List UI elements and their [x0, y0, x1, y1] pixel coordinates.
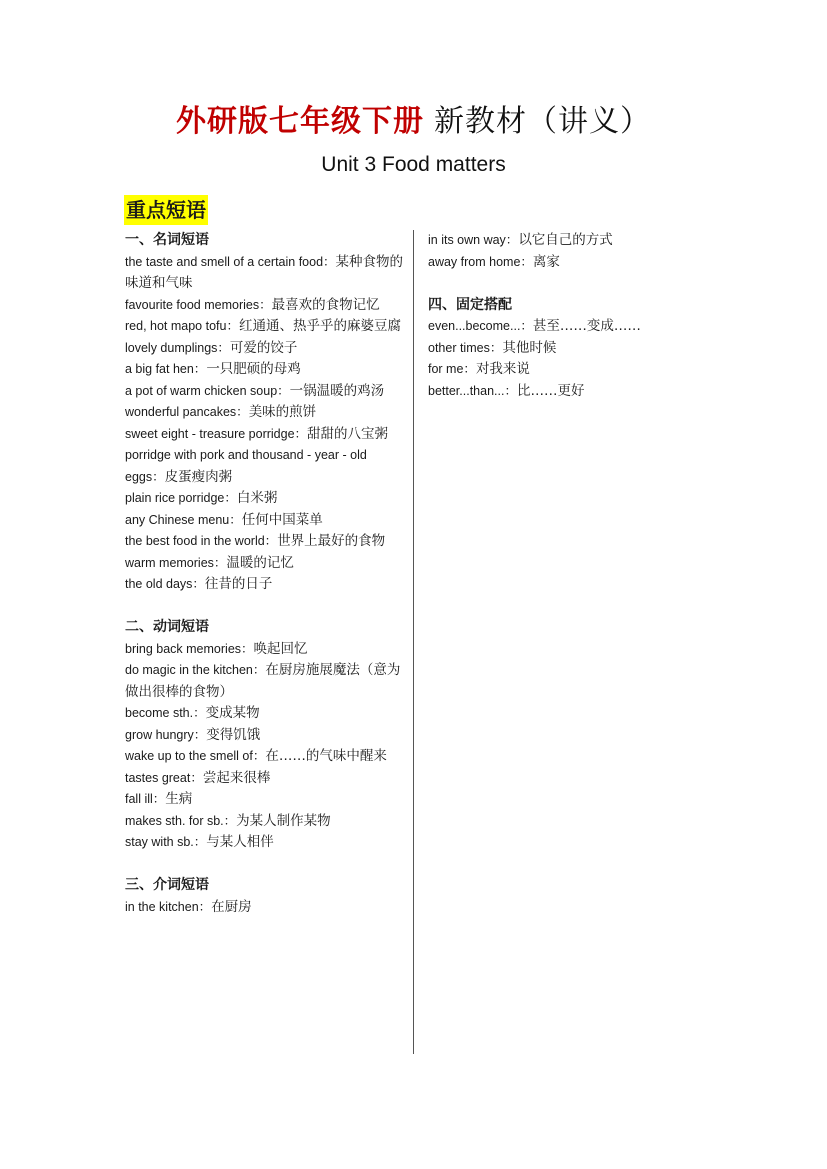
phrase-chinese: 白米粥: [236, 490, 278, 506]
phrase-english: do magic in the kitchen：: [125, 663, 266, 677]
phrase-chinese: 以它自己的方式: [518, 232, 613, 248]
phrase-chinese: 最喜欢的食物记忆: [271, 296, 380, 313]
phrase-chinese: 一锅温暖的鸡汤: [289, 382, 385, 399]
phrase-english: lovely dumplings：: [125, 340, 230, 355]
phrase-english: makes sth. for sb.：: [125, 813, 237, 828]
phrase-chinese: 对我来说: [475, 361, 530, 377]
phrase-item: [428, 338, 708, 360]
section-badge: 重点短语: [124, 195, 208, 225]
phrase-chinese: 离家: [532, 253, 560, 270]
phrase-english: red, hot mapo tofu：: [125, 319, 239, 333]
phrase-chinese: 某种食物的味道和气味: [125, 253, 404, 291]
phrase-chinese: 为某人制作某物: [236, 812, 331, 829]
phrase-english: in the kitchen：: [125, 899, 212, 914]
section-gap: [125, 596, 405, 618]
phrase-english: wake up to the smell of：: [125, 749, 266, 763]
phrase-english: other times：: [428, 340, 503, 355]
section-heading: 三、介词短语: [125, 877, 209, 893]
phrase-item: [125, 359, 405, 381]
phrase-chinese: 变成某物: [205, 705, 260, 721]
phrase-chinese: 其他时候: [502, 339, 557, 356]
phrase-item: [428, 230, 708, 252]
right-column: [428, 230, 708, 402]
phrase-item: [125, 768, 405, 790]
phrase-chinese: 温暖的记忆: [226, 554, 294, 571]
phrase-item: [125, 811, 405, 833]
phrase-english: the old days：: [125, 577, 205, 591]
phrase-item: [125, 338, 405, 360]
left-column: [125, 230, 405, 918]
phrase-chinese: 任何中国菜单: [241, 511, 323, 528]
phrase-item: [125, 316, 405, 338]
column-divider: [413, 230, 414, 1054]
phrase-english: sweet eight - treasure porridge：: [125, 426, 308, 441]
phrase-item: [125, 639, 405, 661]
phrase-item: [125, 725, 405, 747]
phrase-english: for me：: [428, 362, 476, 376]
phrase-chinese: 美味的煎饼: [248, 404, 317, 420]
page-title: [0, 100, 827, 144]
phrase-item: [125, 488, 405, 510]
phrase-chinese: 变得饥饿: [206, 726, 261, 743]
phrase-english: porridge with pork and thousand - year - old eggs：: [125, 448, 367, 484]
phrase-english: any Chinese menu：: [125, 512, 242, 527]
phrase-english: wonderful pancakes：: [125, 405, 249, 419]
phrase-chinese: 世界上最好的食物: [277, 533, 386, 549]
phrase-chinese: 可爱的饺子: [229, 339, 298, 356]
phrase-item: [125, 510, 405, 532]
phrase-item: [125, 574, 405, 596]
phrase-item: [125, 445, 405, 488]
phrase-chinese: 往昔的日子: [204, 576, 273, 592]
phrase-chinese: 甚至……变成……: [532, 318, 641, 334]
phrase-english: better...than...：: [428, 383, 517, 398]
phrase-chinese: 在……的气味中醒来: [265, 748, 387, 764]
phrase-item: [428, 316, 708, 338]
phrase-chinese: 在厨房施展魔法（意为做出很棒的食物）: [125, 662, 401, 700]
section-gap: [125, 854, 405, 876]
phrase-item: [125, 553, 405, 575]
phrase-english: even...become...：: [428, 319, 533, 333]
section-heading: 二、动词短语: [125, 619, 209, 635]
phrase-english: bring back memories：: [125, 641, 254, 656]
section-heading: 四、固定搭配: [428, 296, 512, 313]
phrase-item: [125, 660, 405, 703]
phrase-chinese: 生病: [165, 791, 193, 807]
phrase-english: the best food in the world：: [125, 534, 278, 548]
phrase-english: fall ill：: [125, 792, 166, 806]
phrase-english: tastes great：: [125, 770, 203, 785]
section-gap: [428, 273, 708, 295]
phrase-english: a pot of warm chicken soup：: [125, 383, 290, 398]
phrase-english: a big fat hen：: [125, 362, 207, 376]
phrase-english: favourite food memories：: [125, 297, 272, 312]
phrase-english: the taste and smell of a certain food：: [125, 254, 336, 269]
phrase-chinese: 一只肥硕的母鸡: [206, 361, 301, 377]
phrase-item: [428, 252, 708, 274]
phrase-item: [125, 381, 405, 403]
phrase-chinese: 尝起来很棒: [202, 769, 271, 786]
phrase-item: [125, 832, 405, 854]
phrase-chinese: 比……更好: [516, 382, 585, 399]
phrase-chinese: 皮蛋瘦肉粥: [164, 468, 233, 485]
phrase-item: [428, 381, 708, 403]
phrase-item: [125, 531, 405, 553]
phrase-chinese: 在厨房: [211, 898, 252, 915]
phrase-item: [125, 703, 405, 725]
phrase-english: become sth.：: [125, 706, 206, 720]
phrase-item: [125, 402, 405, 424]
title-black: 新教材（讲义）: [434, 104, 651, 139]
phrase-english: stay with sb.：: [125, 835, 207, 849]
phrase-english: grow hungry：: [125, 727, 207, 742]
phrase-chinese: 与某人相伴: [206, 834, 274, 850]
phrase-chinese: 唤起回忆: [253, 640, 308, 657]
phrase-chinese: 红通通、热乎乎的麻婆豆腐: [238, 318, 401, 334]
unit-subtitle: Unit 3 Food matters: [321, 153, 506, 176]
phrase-item: [125, 424, 405, 446]
phrase-item: [125, 295, 405, 317]
phrase-item: [428, 359, 708, 381]
phrase-chinese: 甜甜的八宝粥: [307, 425, 389, 442]
phrase-english: warm memories：: [125, 555, 227, 570]
phrase-english: away from home：: [428, 254, 533, 269]
phrase-item: [125, 746, 405, 768]
phrase-english: in its own way：: [428, 233, 519, 247]
title-red: 外研版七年级下册: [176, 104, 424, 139]
phrase-english: plain rice porridge：: [125, 491, 237, 505]
phrase-item: [125, 897, 405, 919]
phrase-item: [125, 789, 405, 811]
phrase-item: [125, 252, 405, 295]
section-heading: 一、名词短语: [125, 232, 209, 248]
